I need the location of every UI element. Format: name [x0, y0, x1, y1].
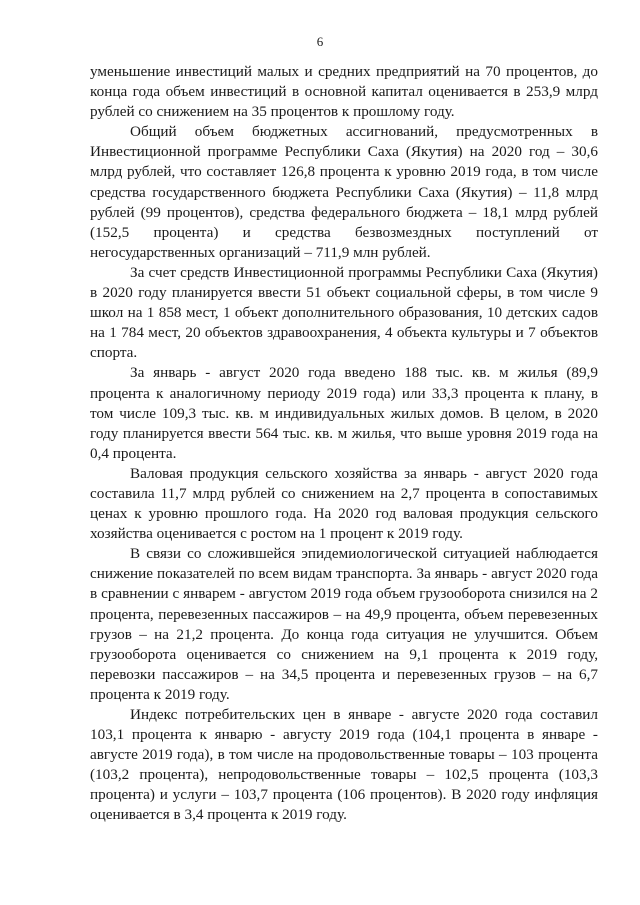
- page-number: 6: [316, 34, 324, 49]
- paragraph-investment-continuation: уменьшение инвестиций малых и средних предприятий на 70 процентов, до конца года объем инвестиций в основной капитал оценивается в 253,9 млрд рублей со снижением на 35 процентов к прошлому году.: [90, 63, 598, 121]
- document-body: [90, 62, 598, 826]
- paragraph-social-facilities: За счет средств Инвестиционной программы Республики Саха (Якутия) в 2020 году планируется ввести 51 объект социальной сферы, в том числе 9 школ на 1 858 мест, 1 объект дополнительного образования, 10 детских садов на 1 784 мест, 20 объектов здравоохранения, 4 объекта культуры и 7 объектов спорта.: [90, 263, 598, 362]
- paragraph-transport: В связи со сложившейся эпидемиологической ситуацией наблюдается снижение показателей по всем видам транспорта. За январь - август 2020 года в сравнении с январем - августом 2019 года объем грузооборота снизился на 2 процента, перевезенных пассажиров – на 49,9 процента, объем перевезенных грузов – на 21,2 процента. До конца года ситуация не улучшится. Объем грузооборота оценивается со снижением на 9,1 процента к 2019 году, перевозки пассажиров – на 34,5 процента и перевезенных грузов – на 6,7 процента к 2019 году.: [90, 545, 598, 703]
- paragraph-consumer-prices: Индекс потребительских цен в январе - августе 2020 года составил 103,1 процента к январю - августу 2019 года (104,1 процента в январе - августе 2019 года), в том числе на продовольственные товары – 103 процента (103,2 процента), непродовольственные товары – 102,5 процента (103,3 процента) и услуги – 103,7 процента (106 процентов). В 2020 году инфляция оценивается в 3,4 процента к 2019 году.: [90, 706, 598, 824]
- paragraph-housing: За январь - август 2020 года введено 188 тыс. кв. м жилья (89,9 процента к аналогичному периоду 2019 года) или 33,3 процента к плану, в том числе 109,3 тыс. кв. м индивидуальных жилых домов. В целом, в 2020 году планируется ввести 564 тыс. кв. м жилья, что выше уровня 2019 года на 0,4 процента.: [90, 364, 598, 462]
- paragraph-agriculture: Валовая продукция сельского хозяйства за январь - август 2020 года составила 11,7 млрд рублей со снижением на 2,7 процента в сопоставимых ценах к уровню прошлого года. На 2020 год валовая продукция сельского хозяйства оценивается с ростом на 1 процент к 2019 году.: [90, 464, 598, 543]
- paragraph-budget-allocations: Общий объем бюджетных ассигнований, предусмотренных в Инвестиционной программе Республики Саха (Якутия) на 2020 год – 30,6 млрд рублей, что составляет 126,8 процента к уровню 2019 года, в том числе средства государственного бюджета Республики Саха (Якутия) – 11,8 млрд рублей (99 процентов), средства федерального бюджета – 18,1 млрд рублей (152,5 процента) и средства безвозмездных поступлений от негосударственных организаций – 711,9 млн рублей.: [90, 123, 598, 261]
